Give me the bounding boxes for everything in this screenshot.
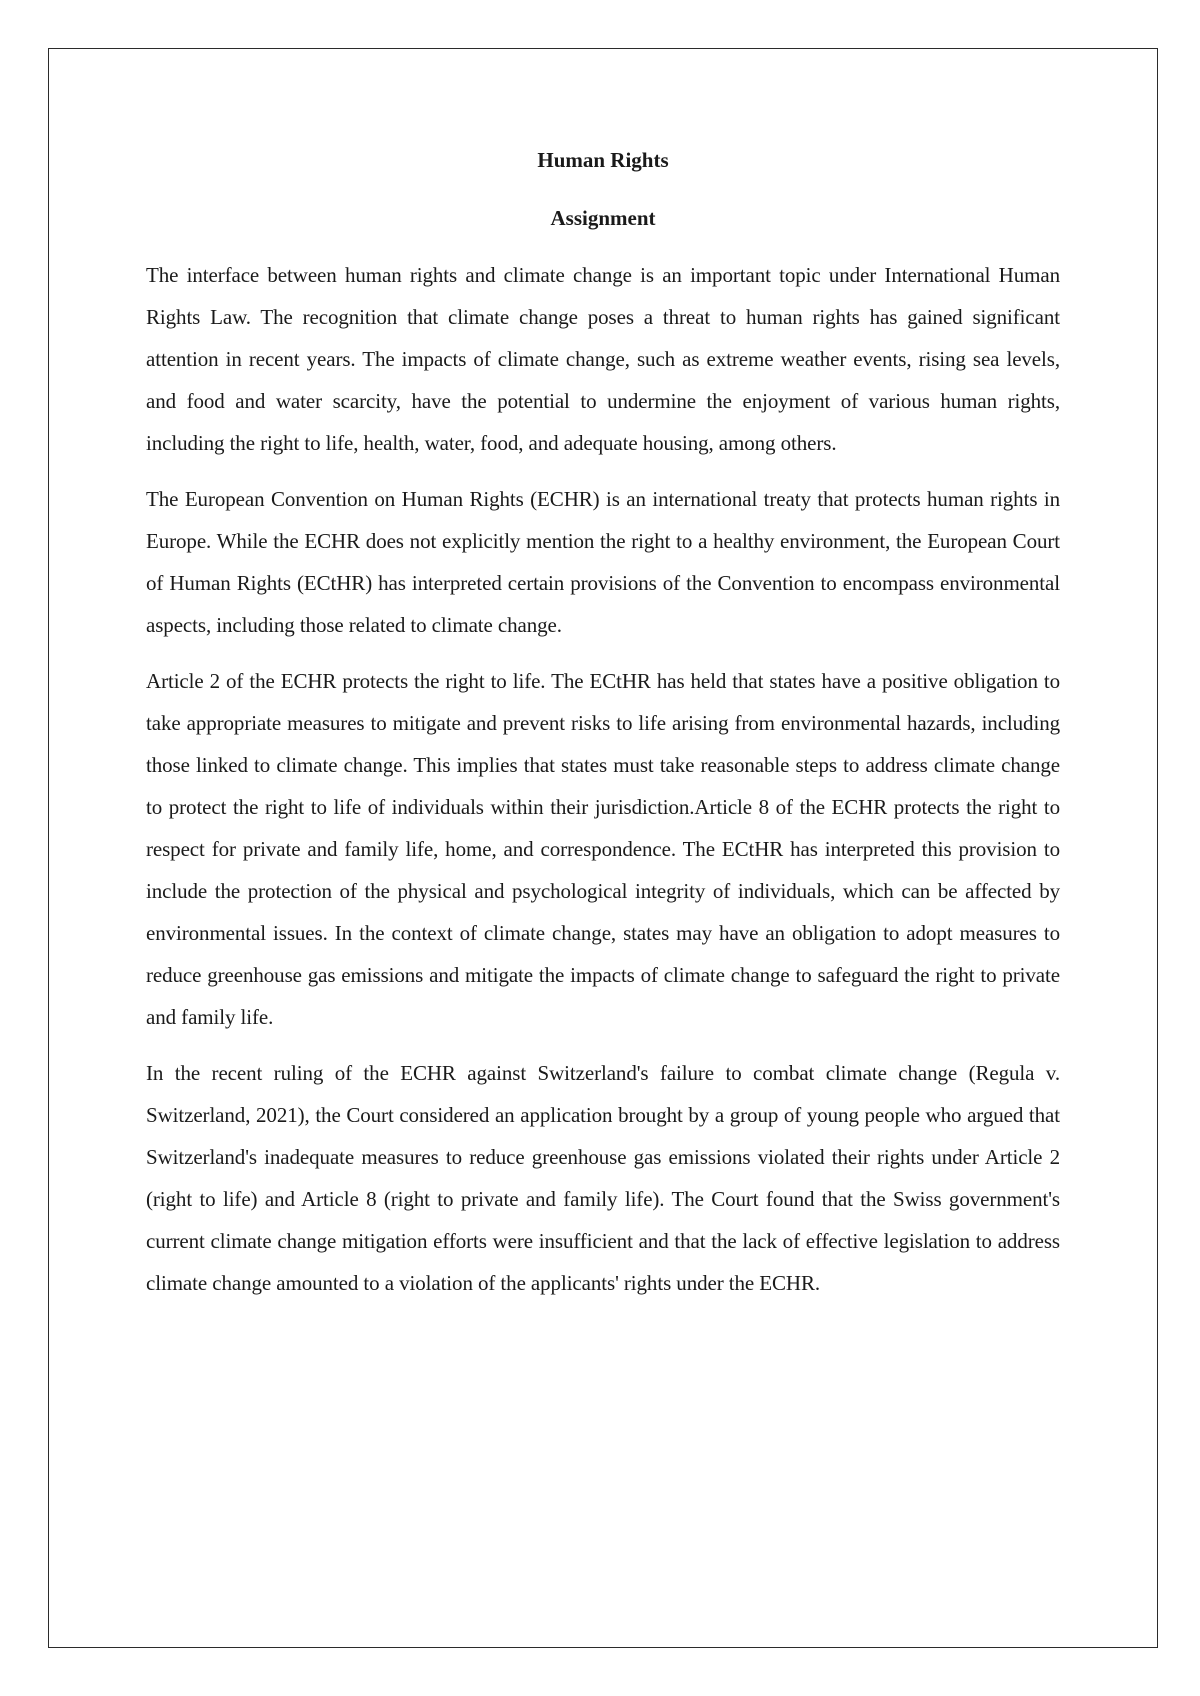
paragraph-echr: The European Convention on Human Rights (ECHR) is an international treaty that protects human rights in Europe. While the ECHR does not explicitly mention the right to a healthy environment, the European Court of Human Rights (ECtHR) has interpreted certain provisions of the Convention to encompass environmental aspects, including those related to climate change. (146, 487, 1060, 637)
document-subtitle: Assignment (550, 206, 656, 230)
document-body (146, 140, 1060, 1318)
document-title: Human Rights (537, 148, 669, 172)
paragraph-articles: Article 2 of the ECHR protects the right to life. The ECtHR has held that states have a positive obligation to take appropriate measures to mitigate and prevent risks to life arising from environmental hazards, including those linked to climate change. This implies that states must take reasonable steps to address climate change to protect the right to life of individuals within their jurisdiction.Article 8 of the ECHR protects the right to respect for private and family life, home, and correspondence. The ECtHR has interpreted this provision to include the protection of the physical and psychological integrity of individuals, which can be affected by environmental issues. In the context of climate change, states may have an obligation to adopt measures to reduce greenhouse gas emissions and mitigate the impacts of climate change to safeguard the right to private and family life. (146, 669, 1060, 1029)
paragraph-ruling: In the recent ruling of the ECHR against Switzerland's failure to combat climate change (Regula v. Switzerland, 2021), the Court considered an application brought by a group of young people who argued that Switzerland's inadequate measures to reduce greenhouse gas emissions violated their rights under Article 2 (right to life) and Article 8 (right to private and family life). The Court found that the Swiss government's current climate change mitigation efforts were insufficient and that the lack of effective legislation to address climate change amounted to a violation of the applicants' rights under the ECHR. (146, 1061, 1060, 1295)
paragraph-intro: The interface between human rights and climate change is an important topic under International Human Rights Law. The recognition that climate change poses a threat to human rights has gained significant attention in recent years. The impacts of climate change, such as extreme weather events, rising sea levels, and food and water scarcity, have the potential to undermine the enjoyment of various human rights, including the right to life, health, water, food, and adequate housing, among others. (146, 263, 1060, 455)
